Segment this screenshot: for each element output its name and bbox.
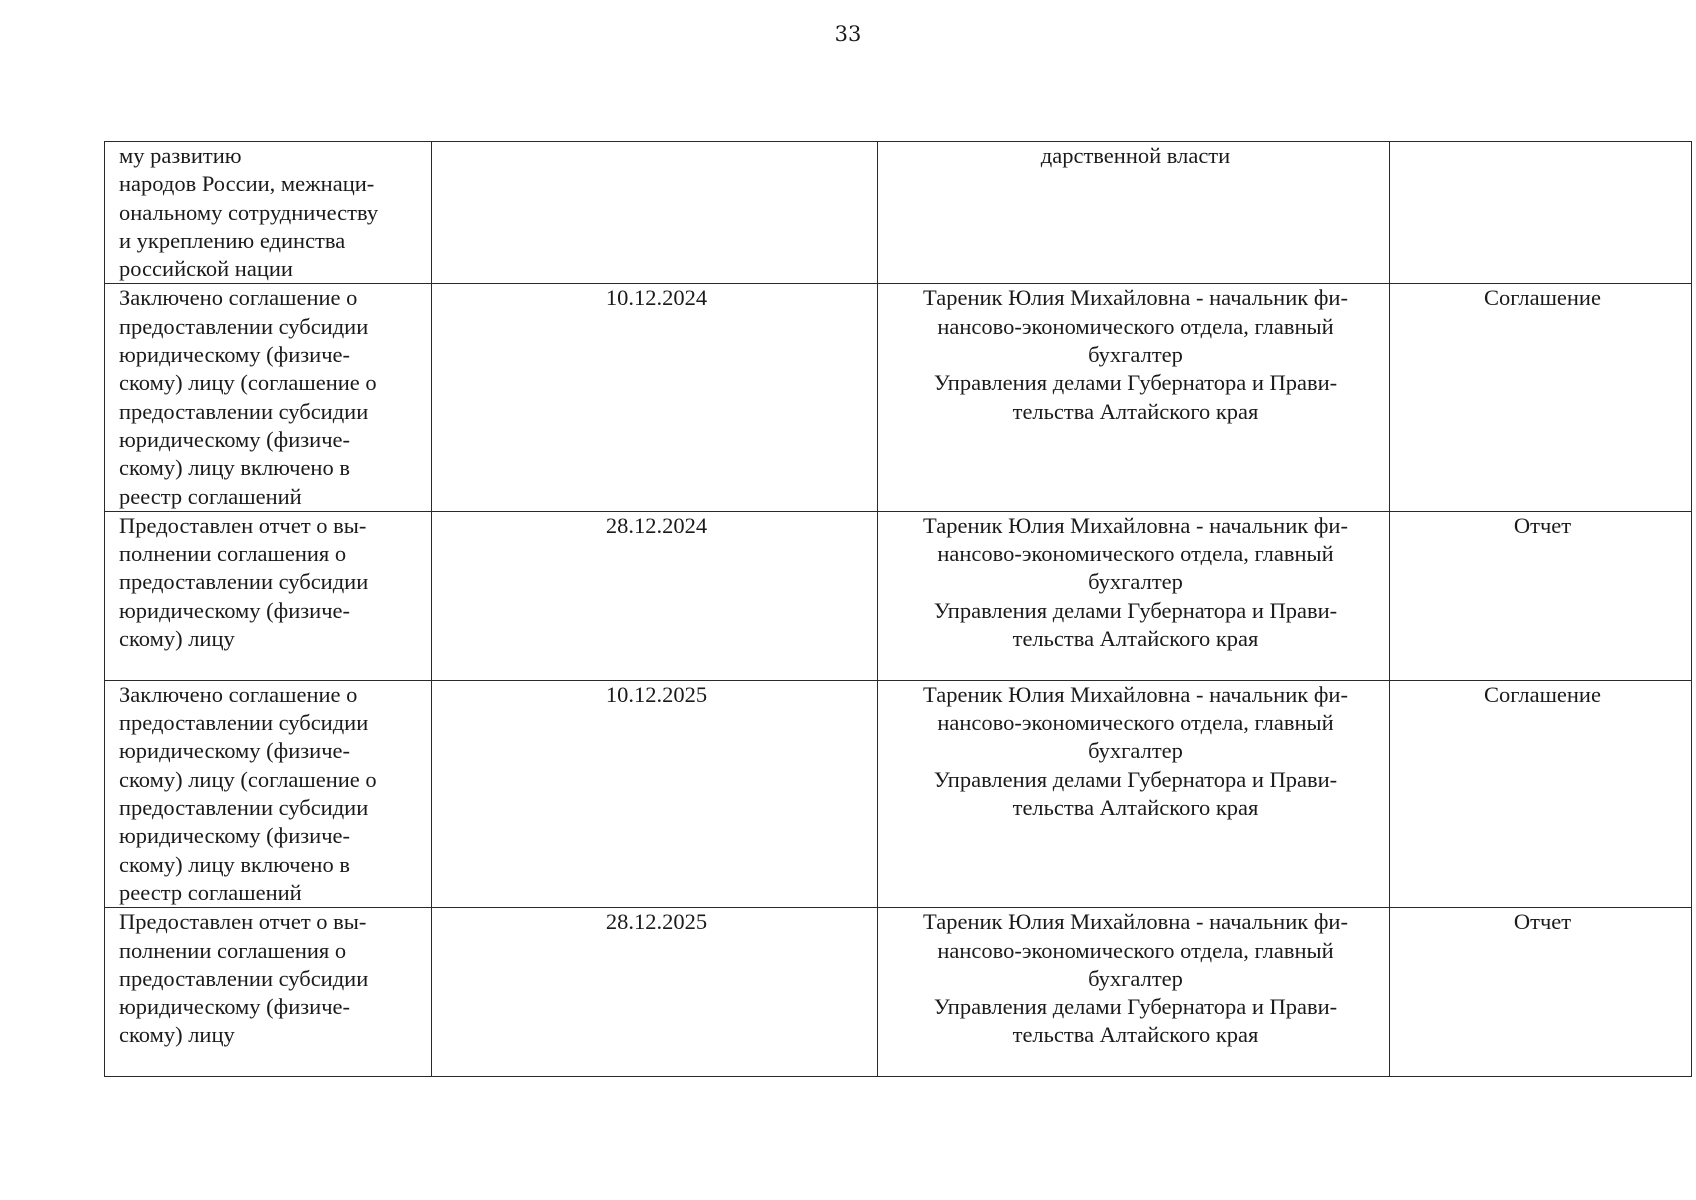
event-text-line: и укреплению единства bbox=[119, 227, 346, 253]
responsible-text-line: Тареник Юлия Михайловна - начальник фи- bbox=[923, 285, 1348, 311]
responsible-text-line: бухгалтер bbox=[1088, 738, 1183, 764]
event-text-line: народов России, межнаци- bbox=[119, 171, 375, 197]
document-type-text: Соглашение bbox=[1484, 285, 1601, 311]
responsible-text-line: бухгалтер bbox=[1088, 342, 1183, 368]
event-text-line: юридическому (физиче- bbox=[119, 994, 350, 1020]
table-row bbox=[105, 142, 1692, 284]
event-text-line: скому) лицу включено в bbox=[119, 455, 350, 481]
cell-event bbox=[105, 908, 432, 1077]
cell-document bbox=[1390, 511, 1692, 680]
table-row bbox=[105, 680, 1692, 907]
document-type-text: Отчет bbox=[1513, 512, 1572, 538]
responsible-text-line: Тареник Юлия Михайловна - начальник фи- bbox=[923, 512, 1348, 538]
date-text: 28.12.2025 bbox=[605, 909, 708, 935]
cell-date bbox=[432, 908, 878, 1077]
event-text-line: му развитию bbox=[119, 143, 242, 168]
responsible-text-line: нансово-экономического отдела, главный bbox=[937, 541, 1334, 567]
cell-event bbox=[105, 511, 432, 680]
responsible-text-line: Тареник Юлия Михайловна - начальник фи- bbox=[923, 681, 1348, 707]
responsible-text-line: Тареник Юлия Михайловна - начальник фи- bbox=[923, 909, 1348, 935]
cell-responsible bbox=[878, 908, 1390, 1077]
table-row bbox=[105, 511, 1692, 680]
event-text-line: юридическому (физиче- bbox=[119, 426, 350, 452]
event-text-line: юридическому (физиче- bbox=[119, 597, 350, 623]
responsible-text-line: Управления делами Губернатора и Прави- bbox=[933, 597, 1338, 623]
responsible-text-line: нансово-экономического отдела, главный bbox=[937, 313, 1334, 339]
cell-date bbox=[432, 284, 878, 511]
table-row bbox=[105, 908, 1692, 1077]
event-text-line: скому) лицу bbox=[119, 626, 235, 652]
event-text-line: российской нации bbox=[119, 256, 293, 282]
event-text-line: скому) лицу (соглашение о bbox=[119, 370, 377, 396]
cell-responsible bbox=[878, 511, 1390, 680]
date-text: 28.12.2024 bbox=[605, 512, 708, 538]
event-text-line: полнении соглашения о bbox=[119, 937, 347, 963]
cell-event bbox=[105, 680, 432, 907]
cell-document bbox=[1390, 908, 1692, 1077]
document-type-text: Отчет bbox=[1513, 909, 1572, 935]
responsible-text-line: тельства Алтайского края bbox=[1012, 1022, 1259, 1048]
responsible-text-line: тельства Алтайского края bbox=[1012, 626, 1259, 652]
responsible-text-line: Управления делами Губернатора и Прави- bbox=[933, 994, 1338, 1020]
responsible-text-line: бухгалтер bbox=[1088, 569, 1183, 595]
cell-date bbox=[432, 511, 878, 680]
event-text-line: Заключено соглашение о bbox=[119, 285, 358, 311]
cell-document bbox=[1390, 680, 1692, 907]
event-text-line: Предоставлен отчет о вы- bbox=[119, 512, 367, 538]
event-text-line: предоставлении субсидии bbox=[119, 795, 369, 821]
event-text-line: предоставлении субсидии bbox=[119, 313, 369, 339]
cell-document bbox=[1390, 142, 1692, 284]
cell-responsible bbox=[878, 142, 1390, 284]
event-text-line: Предоставлен отчет о вы- bbox=[119, 909, 367, 935]
event-text-line: полнении соглашения о bbox=[119, 541, 347, 567]
cell-responsible bbox=[878, 284, 1390, 511]
cell-document bbox=[1390, 284, 1692, 511]
date-text: 10.12.2025 bbox=[605, 681, 708, 707]
responsible-text-line: Управления делами Губернатора и Прави- bbox=[933, 766, 1338, 792]
event-text-line: юридическому (физиче- bbox=[119, 342, 350, 368]
event-text-line: предоставлении субсидии bbox=[119, 398, 369, 424]
responsible-text-line: нансово-экономического отдела, главный bbox=[937, 937, 1334, 963]
event-text-line: ональному сотрудничеству bbox=[119, 199, 379, 225]
cell-date bbox=[432, 142, 878, 284]
responsible-text-line: Управления делами Губернатора и Прави- bbox=[933, 370, 1338, 396]
cell-date bbox=[432, 680, 878, 907]
event-text-line: реестр соглашений bbox=[119, 483, 302, 509]
event-text-line: Заключено соглашение о bbox=[119, 681, 358, 707]
responsible-text-line: тельства Алтайского края bbox=[1012, 398, 1259, 424]
date-text: 10.12.2024 bbox=[605, 285, 708, 311]
cell-event bbox=[105, 284, 432, 511]
event-text-line: скому) лицу (соглашение о bbox=[119, 766, 377, 792]
event-text-line: предоставлении субсидии bbox=[119, 965, 369, 991]
responsible-text-line: дарственной власти bbox=[1040, 143, 1231, 168]
responsible-text-line: бухгалтер bbox=[1088, 965, 1183, 991]
responsible-text-line: нансово-экономического отдела, главный bbox=[937, 710, 1334, 736]
table-row bbox=[105, 284, 1692, 511]
cell-event bbox=[105, 142, 432, 284]
event-text-line: реестр соглашений bbox=[119, 879, 302, 905]
event-text-line: скому) лицу включено в bbox=[119, 851, 350, 877]
responsible-text-line: тельства Алтайского края bbox=[1012, 795, 1259, 821]
event-text-line: юридическому (физиче- bbox=[119, 823, 350, 849]
cell-responsible bbox=[878, 680, 1390, 907]
page-number: 33 bbox=[834, 22, 862, 46]
event-text-line: предоставлении субсидии bbox=[119, 710, 369, 736]
event-text-line: юридическому (физиче- bbox=[119, 738, 350, 764]
event-text-line: скому) лицу bbox=[119, 1022, 235, 1048]
document-type-text: Соглашение bbox=[1484, 681, 1601, 707]
schedule-table bbox=[104, 141, 1692, 1077]
event-text-line: предоставлении субсидии bbox=[119, 569, 369, 595]
